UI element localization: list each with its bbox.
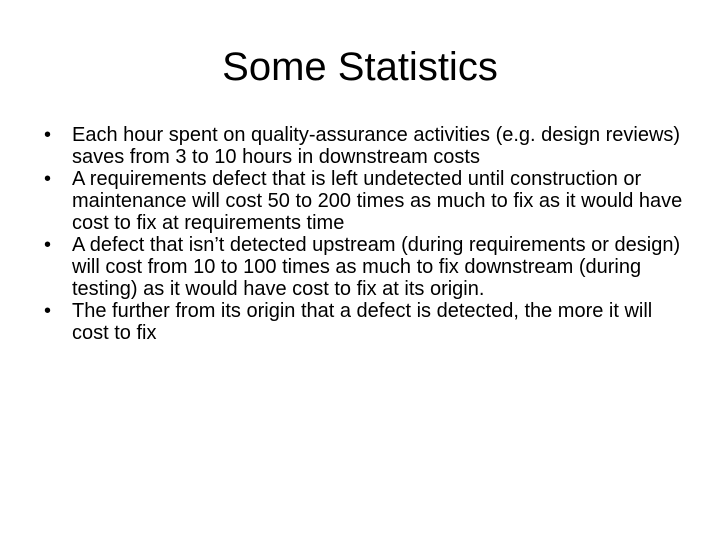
bullet-icon: •: [44, 124, 52, 146]
bullet-item: [44, 234, 684, 300]
bullet-item: [44, 300, 684, 344]
bullet-text: Each hour spent on quality-assurance activities (e.g. design reviews) saves from 3 to 10 hours in downstream costs: [72, 124, 681, 168]
bullet-text: The further from its origin that a defect is detected, the more it will cost to fix: [72, 300, 653, 344]
slide-title: Some Statistics: [222, 45, 498, 89]
bullet-icon: •: [44, 168, 52, 190]
bullet-text: A requirements defect that is left undetected until construction or maintenance will cost 50 to 200 times as much to fix as it would have cost to fix at requirements time: [72, 168, 683, 234]
bullet-item: [44, 124, 684, 168]
bullet-list: [44, 124, 684, 344]
bullet-item: [44, 168, 684, 234]
bullet-icon: •: [44, 234, 52, 256]
bullet-text: A defect that isn’t detected upstream (during requirements or design) will cost from 10 to 100 times as much to fix downstream (during testing) as it would have cost to fix at its origin.: [72, 234, 681, 300]
bullet-icon: •: [44, 300, 52, 322]
